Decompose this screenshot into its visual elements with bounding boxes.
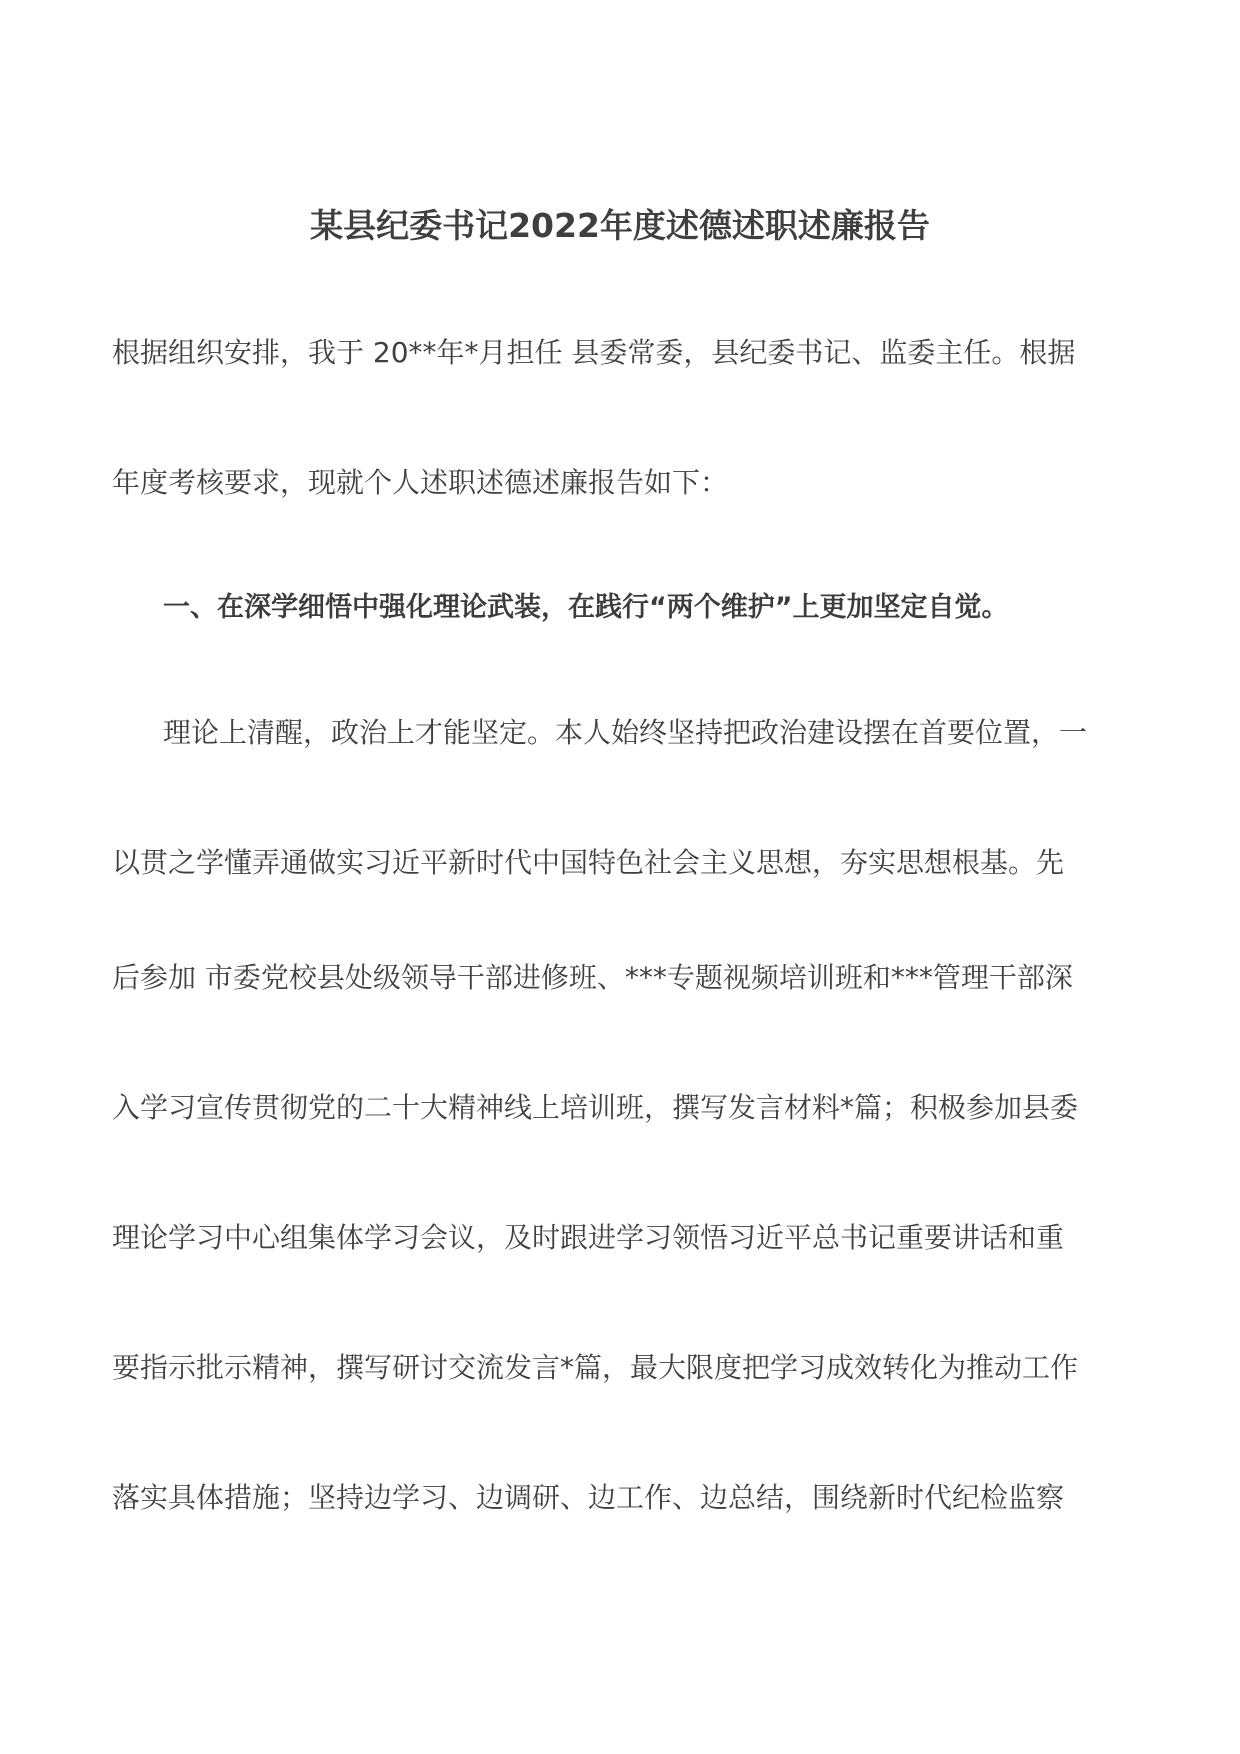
paragraph-line: 落实具体措施；坚持边学习、边调研、边工作、边总结，围绕新时代纪检监察: [112, 1481, 1065, 1514]
paragraph-line: 理论学习中心组集体学习会议，及时跟进学习领悟习近平总书记重要讲话和重: [112, 1221, 1065, 1254]
section-heading-1: 一、在深学细悟中强化理论武装，在践行“两个维护”上更加坚定自觉。: [163, 592, 1009, 623]
intro-line-2: 年度考核要求，现就个人述职述德述廉报告如下：: [112, 466, 729, 499]
intro-line-1: 根据组织安排，我于 20**年*月担任 县委常委，县纪委书记、监委主任。根据: [112, 336, 1076, 369]
document-title: 某县纪委书记2022年度述德述职述廉报告: [310, 206, 930, 245]
paragraph-line: 以贯之学懂弄通做实习近平新时代中国特色社会主义思想，夯实思想根基。先: [112, 846, 1065, 879]
paragraph-line: 理论上清醒，政治上才能坚定。本人始终坚持把政治建设摆在首要位置，一: [163, 716, 1088, 749]
paragraph-line: 入学习宣传贯彻党的二十大精神线上培训班，撰写发言材料*篇；积极参加县委: [112, 1091, 1079, 1124]
paragraph-line: 后参加 市委党校县处级领导干部进修班、***专题视频培训班和***管理干部深: [112, 961, 1073, 994]
paragraph-line: 要指示批示精神，撰写研讨交流发言*篇，最大限度把学习成效转化为推动工作: [112, 1351, 1079, 1384]
